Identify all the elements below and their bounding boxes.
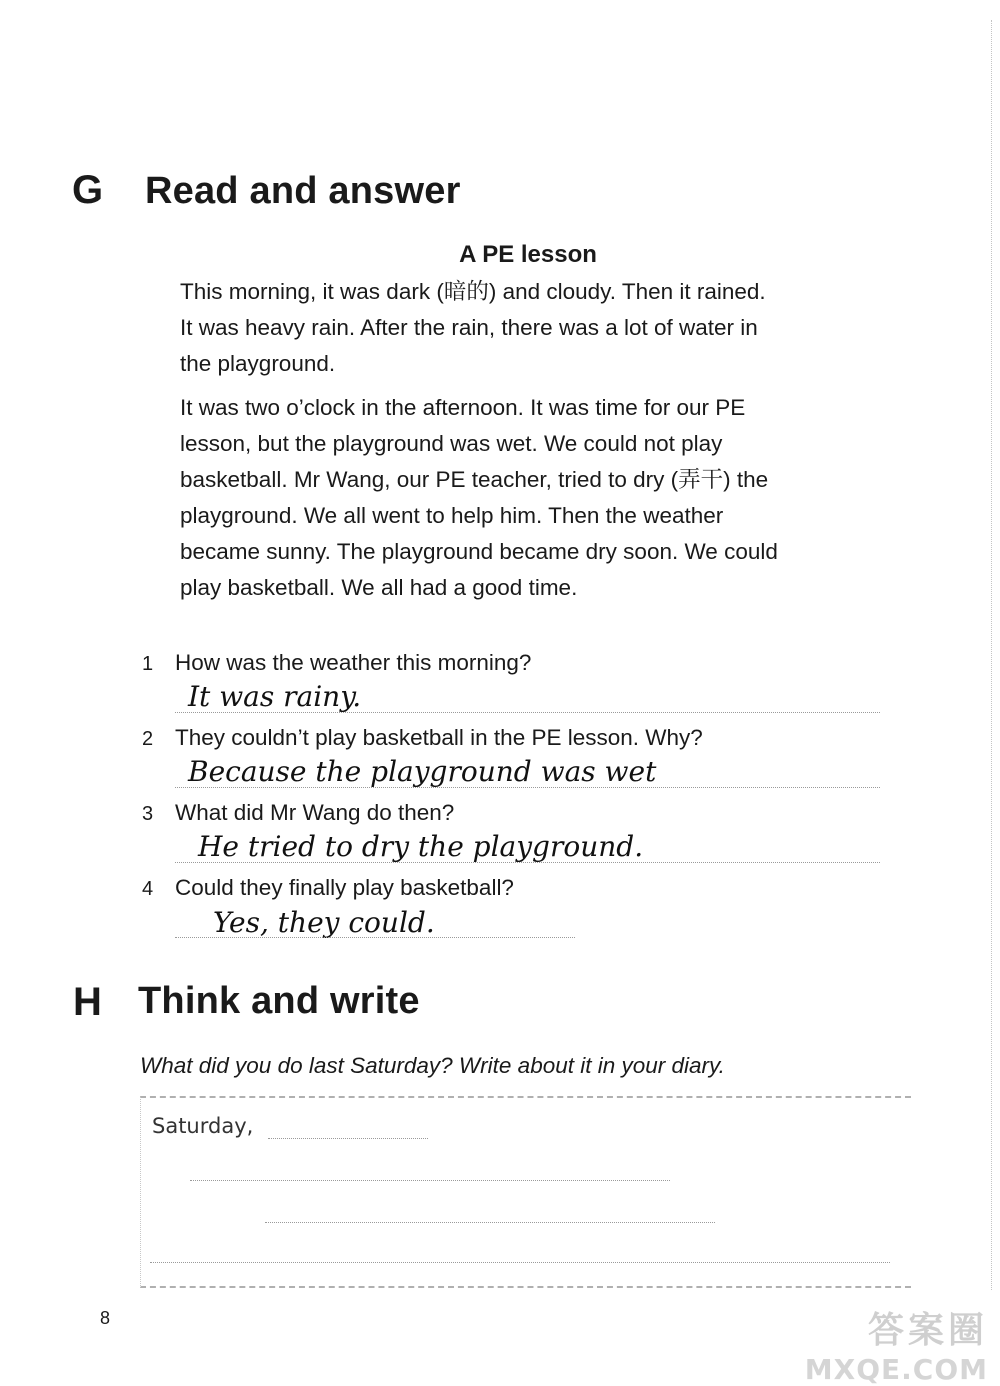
watermark-url: MXQE.COM	[804, 1353, 988, 1386]
answer-4-line	[175, 937, 575, 938]
passage-line: This morning, it was dark (暗的) and cloudy. Then it rained.	[180, 279, 766, 304]
question-3-text: What did Mr Wang do then?	[175, 800, 455, 825]
diary-writing-line[interactable]	[150, 1262, 890, 1263]
passage-line: play basketball. We all had a good time.	[180, 575, 578, 600]
scan-margin-edge	[969, 20, 992, 1290]
passage-line: It was heavy rain. After the rain, there was a lot of water in	[180, 315, 758, 340]
passage-line: lesson, but the playground was wet. We could not play	[180, 431, 723, 456]
answer-1-handwritten[interactable]: It was rainy.	[188, 680, 362, 713]
diary-instruction: What did you do last Saturday? Write about it in your diary.	[140, 1053, 725, 1078]
passage-title: A PE lesson	[459, 241, 597, 268]
passage-line: basketball. Mr Wang, our PE teacher, tried to dry (弄干) the	[180, 467, 769, 492]
diary-writing-line[interactable]	[265, 1222, 715, 1223]
watermark-text: 答案圈	[867, 1310, 988, 1351]
answer-2-handwritten[interactable]: Because the playground was wet	[188, 755, 657, 788]
diary-date-label: Saturday,	[152, 1114, 254, 1138]
question-4-number: 4	[142, 878, 154, 900]
section-h-letter: H	[73, 980, 102, 1024]
passage-paragraph-2	[180, 390, 880, 606]
answer-4-handwritten[interactable]: Yes, they could.	[213, 906, 435, 939]
diary-date-line[interactable]	[268, 1138, 428, 1139]
passage-line: the playground.	[180, 351, 336, 376]
answer-3-line	[175, 862, 880, 863]
passage-paragraph-1	[180, 274, 880, 382]
passage-line: playground. We all went to help him. Then the weather	[180, 503, 724, 528]
answer-3-handwritten[interactable]: He tried to dry the playground.	[198, 830, 644, 863]
question-2-number: 2	[142, 728, 154, 750]
passage-line: It was two o’clock in the afternoon. It was time for our PE	[180, 395, 746, 420]
question-1-number: 1	[142, 653, 154, 675]
diary-writing-area[interactable]	[140, 1096, 911, 1288]
question-2-text: They couldn’t play basketball in the PE lesson. Why?	[175, 725, 703, 750]
section-g-letter: G	[72, 168, 104, 212]
question-3-number: 3	[142, 803, 154, 825]
watermark-logo	[758, 1302, 988, 1386]
question-4-text: Could they finally play basketball?	[175, 875, 514, 900]
diary-writing-line[interactable]	[190, 1180, 670, 1181]
section-h-title: Think and write	[138, 980, 420, 1022]
passage-line: became sunny. The playground became dry soon. We could	[180, 539, 778, 564]
question-1-text: How was the weather this morning?	[175, 650, 532, 675]
section-g-title: Read and answer	[145, 170, 461, 212]
answer-1-line	[175, 712, 880, 713]
page-number: 8	[100, 1308, 111, 1328]
answer-2-line	[175, 787, 880, 788]
